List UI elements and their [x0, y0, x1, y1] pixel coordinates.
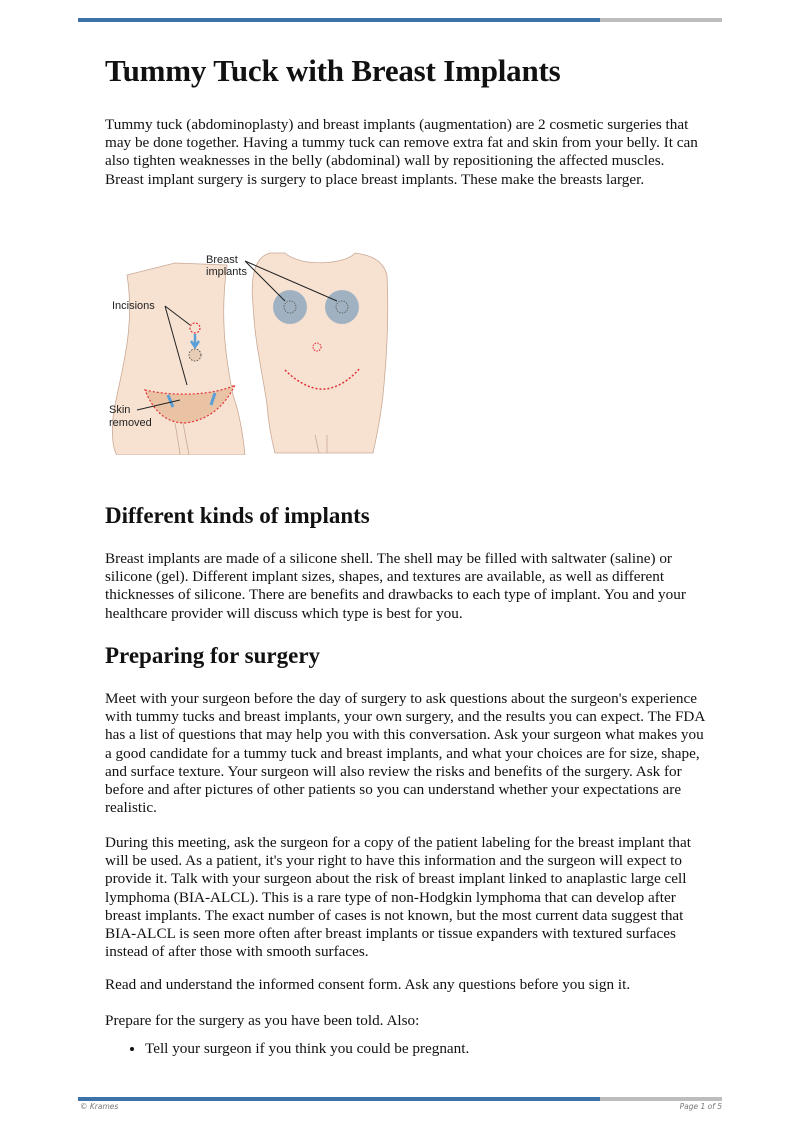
preparing-paragraph-1: Meet with your surgeon before the day of surgery to ask questions about the surgeon's experience with tummy tucks and breast implants, your own surgery, and the results you can expect. The FDA has a list of questions that may help you with this conversation. Ask your surgeon what makes you a good candidate for a tummy tuck and breast implants, and what your choices are for size, shape, and surface texture. Your surgeon will also review the risks and benefits of the surgery. Ask for before and after pictures of other patients so you can understand whether your expectations are realistic.	[105, 690, 705, 817]
implants-paragraph: Breast implants are made of a silicone shell. The shell may be filled with saltwater (saline) or silicone (gel). Different implant sizes, shapes, and textures are available, as well as different thicknesses of silicone. There are benefits and drawbacks to each type of implant. You and your healthcare provider will discuss which type is best for you.	[105, 550, 686, 622]
skin-removed-label-line1: Skin	[109, 404, 131, 416]
incisions-label: Incisions	[112, 300, 155, 312]
left-breast-implant	[273, 290, 307, 324]
intro-paragraph: Tummy tuck (abdominoplasty) and breast implants (augmentation) are 2 cosmetic surgeries that may be done together. Having a tummy tuck can remove extra fat and skin from your belly. It can also tighten weaknesses in the belly (abdominal) wall by repositioning the affected muscles. Breast implant surgery is surgery to place breast implants. These make the breasts larger.	[105, 116, 698, 188]
preparing-paragraph-4: Prepare for the surgery as you have been told. Also:	[105, 1012, 420, 1029]
section-heading-implants: Different kinds of implants	[105, 503, 370, 528]
footer-rule-accent	[78, 1097, 600, 1101]
footer-copyright: © Krames	[80, 1102, 119, 1111]
section-heading-preparing: Preparing for surgery	[105, 643, 321, 668]
breast-implants-label-line2: implants	[206, 266, 247, 278]
preparing-paragraph-2: During this meeting, ask the surgeon for a copy of the patient labeling for the breast implant that will be used. As a patient, it's your right to have this information and the surgeon will expect to provide it. Talk with your surgeon about the risk of breast implant linked to anaplastic large cell lymphoma (BIA-ALCL). This is a rare type of non-Hodgkin lymphoma that can develop after breast implants. The exact number of cases is not known, but the most current data suggest that BIA-ALCL is seen more often after breast implants or tissue expanders with textured surfaces instead of after those with smooth surfaces.	[105, 834, 691, 961]
breast-implants-label-line1: Breast	[206, 254, 238, 266]
footer-rule-track	[600, 1097, 722, 1101]
footer-progress-rule	[78, 1097, 722, 1101]
tummy-tuck-illustration	[105, 235, 395, 455]
skin-removed-label-line2: removed	[109, 417, 152, 429]
preparing-paragraph-3: Read and understand the informed consent form. Ask any questions before you sign it.	[105, 976, 631, 993]
right-torso-shape	[252, 253, 388, 453]
header-progress-rule	[78, 18, 722, 22]
preparation-list	[105, 1040, 705, 1058]
right-breast-implant	[325, 290, 359, 324]
footer-page-number: Page 1 of 5	[679, 1102, 722, 1111]
new-navel	[189, 349, 201, 361]
list-item: • Tell your surgeon if you think you could be pregnant.	[145, 1040, 705, 1058]
header-rule-accent	[78, 18, 600, 22]
page-title: Tummy Tuck with Breast Implants	[105, 53, 561, 88]
header-rule-track	[600, 18, 722, 22]
